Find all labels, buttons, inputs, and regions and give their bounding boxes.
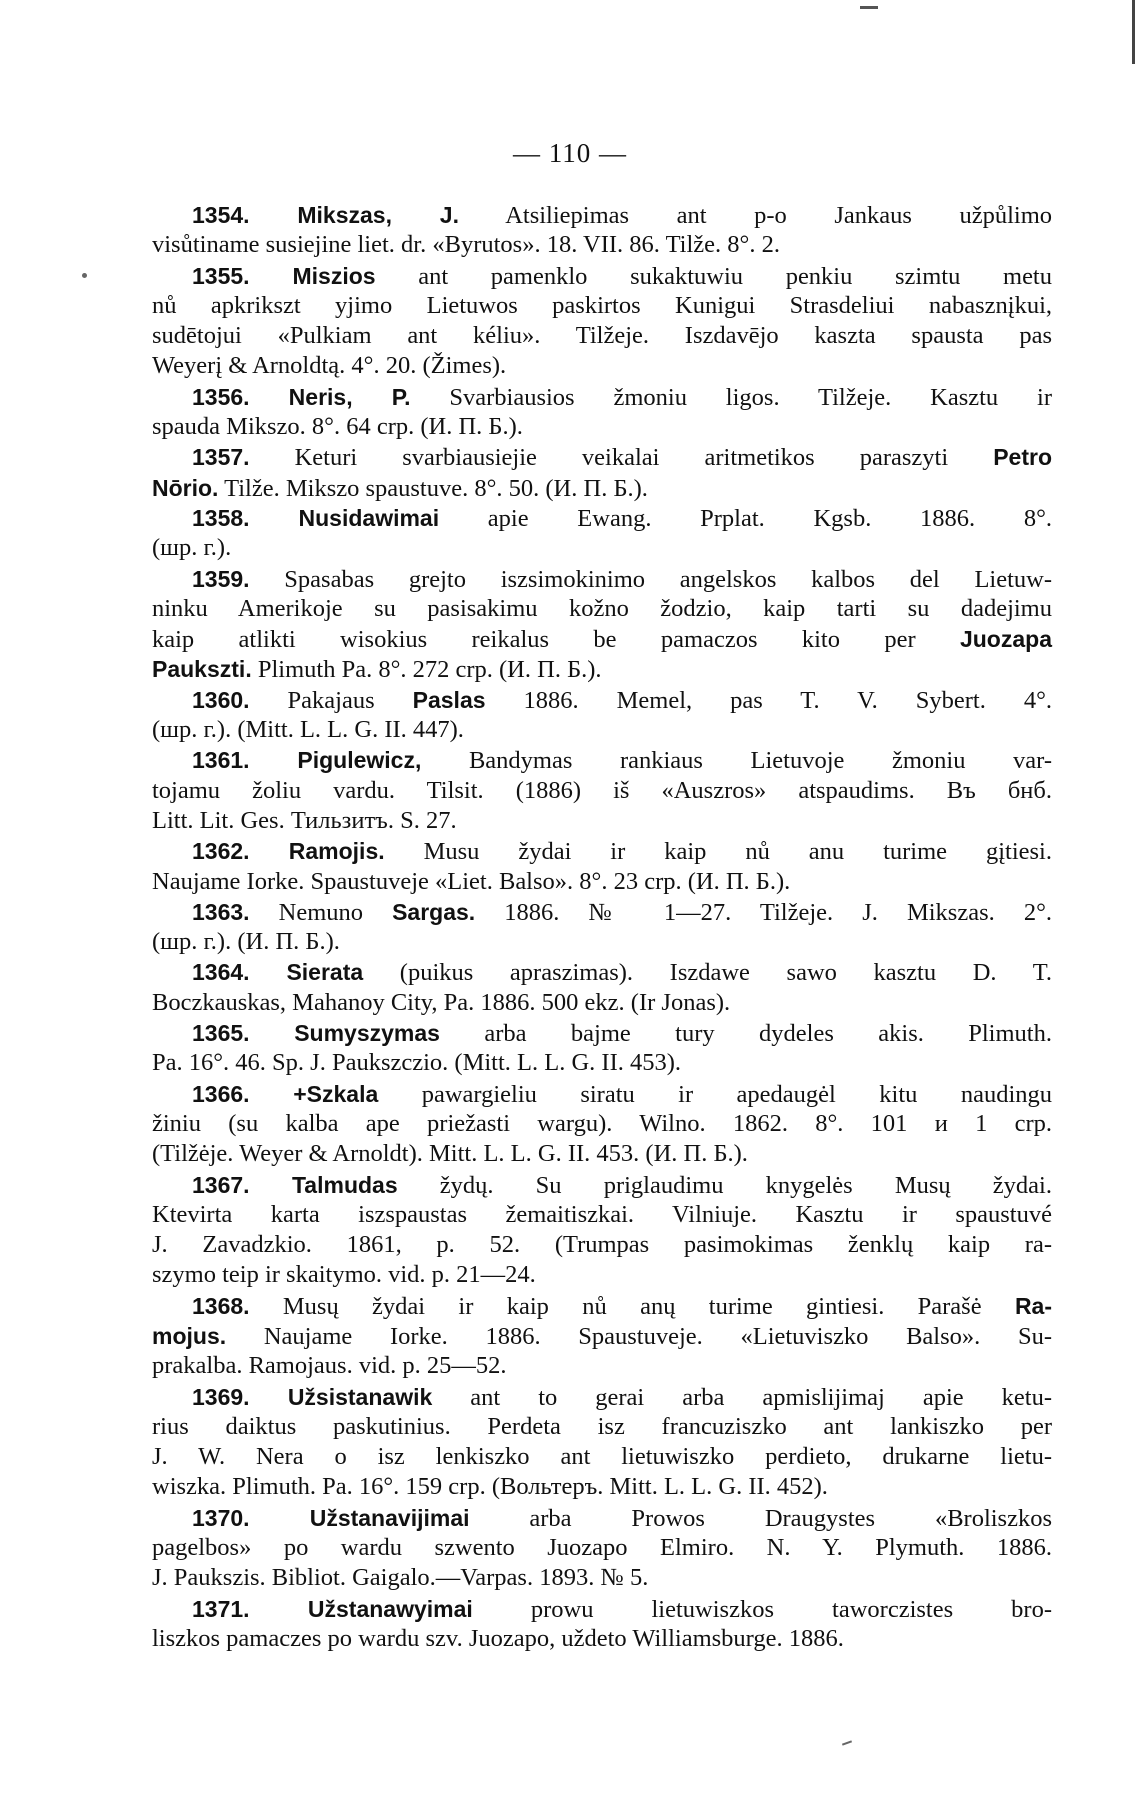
entry-line <box>152 957 1052 987</box>
entry-line <box>152 1200 1052 1230</box>
bibliography-entry <box>152 382 1052 443</box>
entry-text: J. W. Nera o isz lenkiszko ant lietuwiszko perdieto, drukarne lietu- <box>152 1443 1052 1471</box>
entry-text: ant pamenklo sukaktuwiu penkiu szimtu metu <box>375 262 1052 290</box>
entry-text: Musu žydai ir kaip nů anu turime gįtiesi. <box>384 838 1052 866</box>
entry-text: pagelbos» po wardu szwento Juozapo Elmiro. N. Y. Plymuth. 1886. <box>152 1534 1052 1562</box>
entry-text: (Tilžėje. Weyer & Arnoldt). Mitt. L. L. G. II. 453. (И. П. Б.). <box>152 1140 748 1168</box>
entry-line <box>152 1503 1052 1533</box>
entry-heading-text: 1367. Talmudas <box>192 1171 398 1198</box>
entry-text: (шр. г.). <box>152 534 232 562</box>
entry-line <box>152 685 1052 715</box>
entry-line <box>152 1594 1052 1624</box>
entry-line <box>152 776 1052 806</box>
entry-text: 1886. Memel, pas T. V. Sybert. 4°. <box>485 686 1053 714</box>
entry-heading-text: Sargas. <box>392 898 476 925</box>
bibliography-entry <box>152 442 1052 503</box>
bibliography-entry <box>152 261 1052 382</box>
entry-line <box>152 715 1052 745</box>
entry-text: J. Zavadzkio. 1861, p. 52. (Trumpas pasimokimas ženklų kaip ra- <box>152 1231 1052 1259</box>
entry-text: Ktevirta karta iszspaustas žemaitiszkai. Vilniuje. Kasztu ir spaustuvé <box>152 1200 1052 1228</box>
entry-line <box>152 1533 1052 1563</box>
entry-heading-text: Juozapa <box>959 626 1052 653</box>
entry-heading-text: Paukszti. <box>152 656 252 683</box>
entry-line <box>152 564 1052 594</box>
entry-text: rius daiktus paskutinius. Perdeta isz francuziszko ant lankiszko per <box>152 1412 1052 1440</box>
entry-text: Litt. Lit. Ges. Тильзитъ. S. 27. <box>152 806 457 834</box>
entry-line <box>152 261 1052 291</box>
entry-text: ant to gerai arba apmislijimaj apie ketu- <box>432 1383 1052 1411</box>
entry-text: Atsiliepimas ant p-o Jankaus užpůlimo <box>459 202 1053 229</box>
entry-line <box>152 1382 1052 1412</box>
entry-text: tojamu žoliu vardu. Tilsit. (1886) iš «Auszros» atspaudims. Въ бнб. <box>152 776 1052 804</box>
entry-line <box>152 988 1052 1018</box>
entry-line <box>152 1472 1052 1502</box>
bibliography-entry <box>152 1594 1052 1655</box>
entry-line <box>152 745 1052 775</box>
entry-text: sudētojui «Pulkiam ant kéliu». Tilžeje. Iszdavējo kaszta spausta pas <box>152 322 1052 350</box>
entry-heading-text: 1366. +Szkala <box>192 1080 379 1107</box>
entry-text: Spasabas grejto iszsimokinimo angelskos kalbos del Lietuw- <box>249 565 1052 593</box>
entry-heading-text: 1365. Sumyszymas <box>192 1020 440 1047</box>
entry-text: Pa. 16°. 46. Sp. J. Paukszczio. (Mitt. L. L. G. II. 453). <box>152 1049 682 1077</box>
bibliography-entry <box>152 957 1052 1018</box>
entry-line <box>152 230 1052 260</box>
entry-text: spauda Mikszo. 8°. 64 crp. (И. П. Б.). <box>152 413 523 441</box>
entry-text: pawargieliu siratu ir apedaugėl kitu naudingu <box>378 1080 1052 1108</box>
entry-text: Pakajaus <box>249 686 413 714</box>
entry-line <box>152 1291 1052 1321</box>
entry-line <box>152 806 1052 836</box>
entry-text: liszkos pamaczes po wardu szv. Juozapo, uždeto Williamsburge. 1886. <box>152 1624 844 1652</box>
entry-line <box>152 594 1052 624</box>
entry-line <box>152 1170 1052 1200</box>
entry-text: žydų. Su priglaudimu knygelės Musų žydai. <box>397 1171 1052 1199</box>
entry-heading-text: 1360. <box>192 686 250 713</box>
entry-text: arba bajme tury dydeles akis. Plimuth. <box>439 1020 1052 1048</box>
entry-line <box>152 1048 1052 1078</box>
entry-heading-text: 1362. Ramojis. <box>192 838 385 865</box>
entry-text: (шр. г.). (И. П. Б.). <box>152 928 340 956</box>
entry-heading-text: 1359. <box>192 565 250 592</box>
bibliography-entry <box>152 1018 1052 1079</box>
entry-heading-text: 1355. Miszios <box>192 262 376 289</box>
entry-line <box>152 624 1052 654</box>
entry-text: szymo teip ir skaitymo. vid. p. 21—24. <box>152 1261 536 1289</box>
entry-line <box>152 412 1052 442</box>
scan-speck <box>842 1740 852 1745</box>
entry-line <box>152 897 1052 927</box>
entry-text: prakalba. Ramojaus. vid. p. 25—52. <box>152 1352 507 1380</box>
entry-line <box>152 382 1052 412</box>
entry-heading-text: 1369. Užsistanawik <box>192 1383 433 1410</box>
scan-edge-mark <box>1132 0 1135 64</box>
entry-heading-text: 1368. <box>192 1292 250 1319</box>
bibliography-entry <box>152 1503 1052 1594</box>
entry-heading-text: Petro <box>993 444 1052 471</box>
entry-text: prowu lietuwiszkos taworczistes bro- <box>472 1595 1053 1623</box>
entry-text: ninku Amerikoje su pasisakimu kožno žodzio, kaip tarti su dadejimu <box>152 594 1052 622</box>
entry-text: Naujame Iorke. Spaustuveje «Liet. Balso». 8°. 23 crp. (И. П. Б.). <box>152 867 791 895</box>
entry-line <box>152 351 1052 381</box>
entry-line <box>152 1109 1052 1139</box>
entry-line <box>152 1442 1052 1472</box>
entry-heading-text: mojus. <box>152 1322 227 1349</box>
entry-line <box>152 291 1052 321</box>
entry-line <box>152 1260 1052 1290</box>
bibliography-text <box>152 200 1052 1654</box>
entry-text: nů apkrikszt yjimo Lietuwos paskirtos Kunigui Strasdeliui nabasznįkui, <box>152 291 1052 319</box>
entry-line <box>152 1139 1052 1169</box>
entry-line <box>152 1079 1052 1109</box>
entry-heading-text: Paslas <box>412 686 486 713</box>
entry-heading-text: 1357. <box>192 444 250 471</box>
entry-text: Musų žydai ir kaip nů anų turime gintiesi. Parašė <box>249 1292 1015 1320</box>
bibliography-entry <box>152 1382 1052 1503</box>
entry-line <box>152 1412 1052 1442</box>
bibliography-entry <box>152 1291 1052 1382</box>
entry-heading-text: 1361. Pigulewicz, <box>192 747 422 774</box>
entry-text: apie Ewang. Prplat. Kgsb. 1886. 8°. <box>439 504 1052 532</box>
entry-text: Nemuno <box>249 898 393 926</box>
page-number: — 110 — <box>513 138 627 168</box>
entry-line <box>152 533 1052 563</box>
bibliography-entry <box>152 200 1052 261</box>
entry-line <box>152 927 1052 957</box>
entry-heading-text: 1364. Sierata <box>192 959 364 986</box>
entry-line <box>152 867 1052 897</box>
entry-line <box>152 836 1052 866</box>
entry-text: žiniu (su kalba ape priežasti wargu). Wilno. 1862. 8°. 101 и 1 crp. <box>152 1109 1052 1137</box>
entry-text: (puikus apraszimas). Iszdawe sawo kasztu D. T. <box>363 959 1052 987</box>
entry-line <box>152 473 1052 503</box>
entry-line <box>152 1018 1052 1048</box>
bibliography-entry <box>152 685 1052 746</box>
entry-text: kaip atlikti wisokius reikalus be pamaczos kito per <box>152 626 960 654</box>
entry-heading-text: 1354. Mikszas, J. <box>192 202 459 228</box>
entry-heading-text: 1356. Neris, P. <box>192 383 411 410</box>
entry-text: Weyerį & Arnoldtą. 4°. 20. (Žimes). <box>152 352 507 380</box>
entry-heading-text: 1363. <box>192 898 250 925</box>
entry-line <box>152 200 1052 230</box>
entry-text: Boczkauskas, Mahanoy City, Pa. 1886. 500 ekz. (Ir Jonas). <box>152 988 731 1016</box>
scan-speck <box>860 6 878 9</box>
entry-line <box>152 1563 1052 1593</box>
entry-heading-text: 1358. Nusidawimai <box>192 504 440 531</box>
entry-text: Naujame Iorke. 1886. Spaustuveje. «Lietuviszko Balso». Su- <box>226 1322 1052 1350</box>
entry-line <box>152 503 1052 533</box>
bibliography-entry <box>152 503 1052 564</box>
entry-line <box>152 1351 1052 1381</box>
entry-heading-text: 1371. Užstanawyimai <box>192 1595 473 1622</box>
entry-text: Bandymas rankiaus Lietuvoje žmoniu var- <box>421 747 1052 775</box>
entry-text: Plimuth Pa. 8°. 272 crp. (И. П. Б.). <box>251 656 602 684</box>
entry-text: arba Prowos Draugystes «Broliszkos <box>469 1504 1053 1532</box>
bibliography-entry <box>152 1079 1052 1170</box>
entry-text: J. Paukszis. Bibliot. Gaigalo.—Varpas. 1893. № 5. <box>152 1564 649 1592</box>
entry-line <box>152 442 1052 472</box>
entry-text: Tilže. Mikszo spaustuve. 8°. 50. (И. П. Б.). <box>218 474 648 502</box>
entry-line <box>152 1321 1052 1351</box>
entry-text: Svarbiausios žmoniu ligos. Tilžeje. Kasztu ir <box>410 383 1053 411</box>
bibliography-entry <box>152 897 1052 958</box>
entry-heading-text: 1370. Užstanavijimai <box>192 1504 470 1531</box>
entry-heading-text: Ra- <box>1014 1292 1052 1319</box>
entry-line <box>152 1230 1052 1260</box>
entry-text: wiszka. Plimuth. Pa. 16°. 159 crp. (Вольтеръ. Mitt. L. L. G. II. 452). <box>152 1473 828 1501</box>
bibliography-entry <box>152 836 1052 897</box>
bibliography-entry <box>152 1170 1052 1291</box>
entry-line <box>152 1624 1052 1654</box>
entry-line <box>152 654 1052 684</box>
entry-line <box>152 321 1052 351</box>
entry-text: (шр. г.). (Mitt. L. L. G. II. 447). <box>152 716 464 744</box>
entry-heading-text: Nōrio. <box>152 474 219 501</box>
entry-text: visůtiname susiejine liet. dr. «Byrutos». 18. VII. 86. Tilže. 8°. 2. <box>152 231 780 259</box>
scan-dot <box>82 273 87 278</box>
bibliography-entry <box>152 745 1052 836</box>
entry-text: Keturi svarbiausiejie veikalai aritmetikos paraszyti <box>249 444 994 472</box>
entry-text: 1886. № 1—27. Tilžeje. J. Mikszas. 2°. <box>475 898 1052 926</box>
bibliography-entry <box>152 564 1052 685</box>
